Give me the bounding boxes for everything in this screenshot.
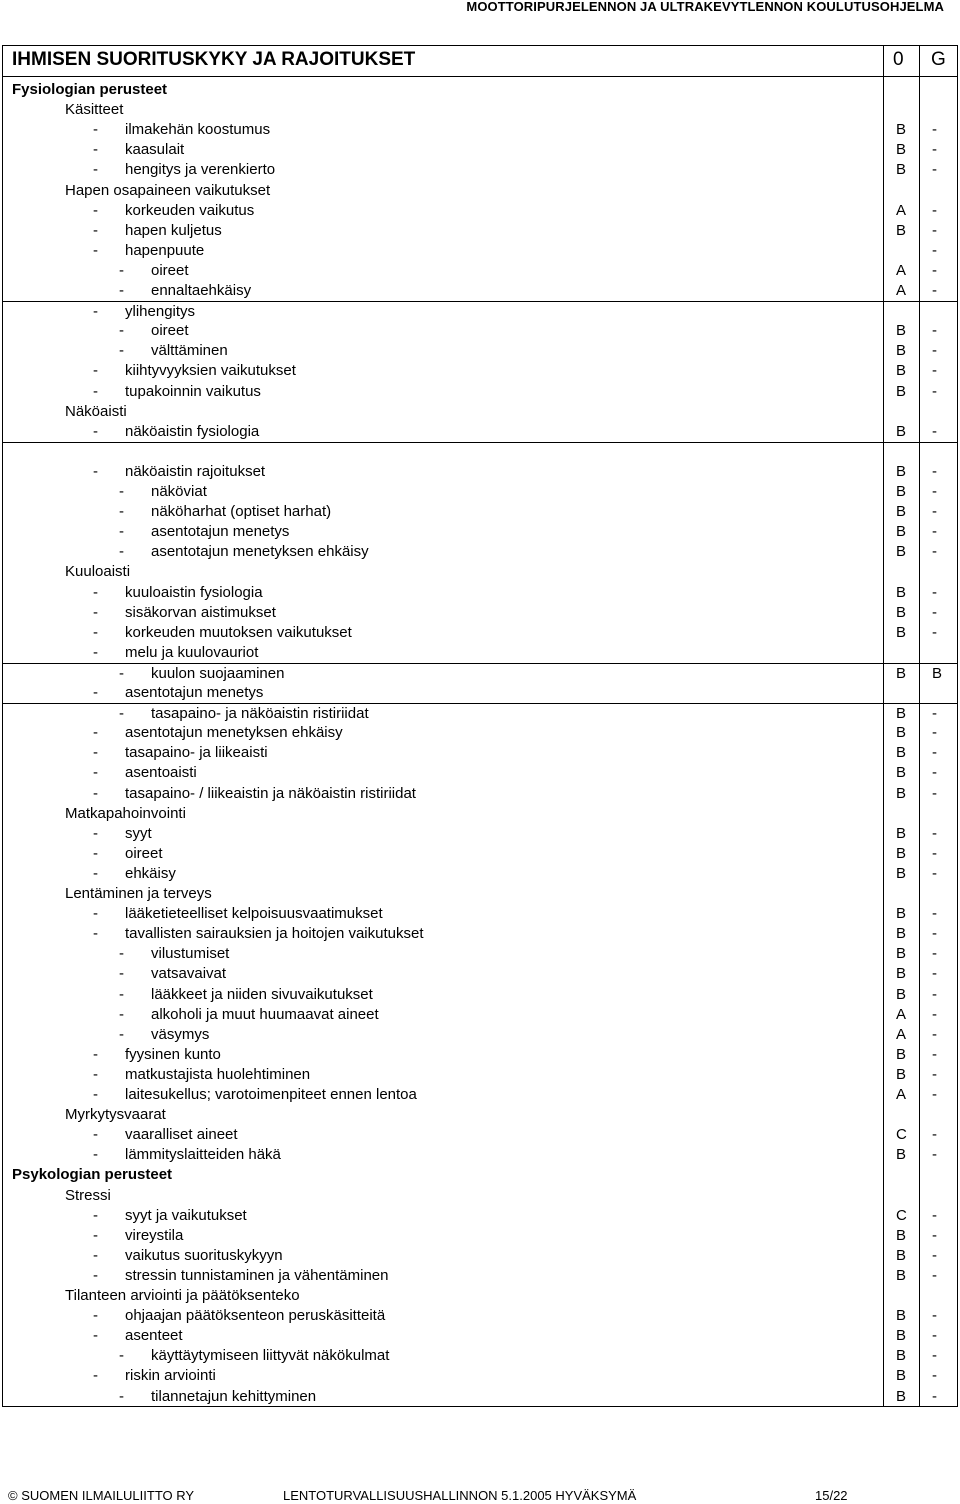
row-label: näköviat [151,483,207,500]
row-label: melu ja kuulovauriot [125,643,259,661]
col2-value: - [932,1126,937,1144]
list-dash: - [93,1045,98,1063]
list-dash: - [93,784,98,802]
list-dash: - [119,1347,124,1365]
col1-value: B [896,664,907,682]
row-label: hapen kuljetus [125,221,222,239]
footer-copyright: © SUOMEN ILMAILULIITTO RY [8,1488,195,1503]
col2-value: - [932,523,937,541]
table-row [3,904,957,924]
col1-value: B [896,342,907,360]
row-label: kiihtyvyyksien vaikutukset [125,362,296,380]
table-row [3,341,957,361]
table-row [3,120,957,140]
list-dash: - [93,864,98,882]
row-label: vaaralliset aineet [125,1126,238,1144]
col1-value: A [896,1025,907,1043]
col2-value: - [932,844,937,862]
row-label: Hapen osapaineen vaikutukset [65,181,271,199]
program-title: MOOTTORIPURJELENNON JA ULTRAKEVYTLENNON KOULUTUSOHJELMA [466,0,944,14]
col2-value: - [932,282,937,299]
row-label: laitesukellus; varotoimenpiteet ennen lentoa [125,1086,417,1103]
list-dash: - [119,945,124,963]
col2-value: - [932,1086,937,1103]
row-label: stressin tunnistaminen ja vähentäminen [125,1266,389,1284]
col2-value: - [932,503,937,521]
table-row [3,1065,957,1085]
table-row [3,964,957,984]
syllabus-table [2,45,958,1407]
col1-value: B [896,925,907,943]
col2-value: - [932,623,937,641]
col1-value: B [896,844,907,862]
col2-value: - [932,864,937,882]
row-label: asenteet [125,1327,183,1345]
col1-value: B [896,1307,907,1325]
row-label: vatsavaivat [151,965,227,983]
table-row [3,1186,957,1206]
table-row [3,1005,957,1025]
list-dash: - [119,282,124,299]
col1-value: B [896,1266,907,1284]
col1-value: B [896,543,907,561]
list-dash: - [93,362,98,380]
list-dash: - [119,1387,124,1405]
list-dash: - [119,322,124,340]
row-label: syyt [125,824,152,842]
table-row [3,784,957,804]
table-row [3,321,957,341]
row-label: hengitys ja verenkierto [125,161,276,179]
table-row [3,502,957,522]
table-row [3,804,957,824]
table-row [3,140,957,160]
list-dash: - [93,684,98,701]
table-row [3,160,957,180]
row-label: Tilanteen arviointi ja päätöksenteko [65,1287,300,1304]
row-label: vaikutus suorituskykyyn [125,1246,283,1264]
row-label: Myrkytysvaarat [65,1106,166,1124]
col2-value: - [932,1266,937,1284]
col2-value: - [932,705,937,723]
table-row [3,844,957,864]
list-dash: - [93,141,98,159]
col1-value: B [896,764,907,782]
table-row [3,261,957,281]
row-label: välttäminen [151,342,228,360]
col1-value: B [896,1347,907,1365]
col2-value: - [932,744,937,762]
col1-value: B [896,945,907,963]
row-label: riskin arviointi [125,1367,216,1385]
table-row [3,763,957,783]
col2-value: - [932,1206,937,1224]
col1-value: B [896,1045,907,1063]
col2-value: - [932,985,937,1003]
list-dash: - [119,965,124,983]
table-row [3,522,957,542]
col2-value: - [932,362,937,380]
row-label: oireet [151,261,189,279]
col2-value: - [932,1347,937,1365]
list-dash: - [93,241,98,259]
col2-value: - [932,1226,937,1244]
table-row [3,1085,957,1105]
row-label: korkeuden vaikutus [125,201,255,219]
table-row [3,382,957,402]
row-label: Psykologian perusteet [12,1166,173,1184]
col1-header: 0 [893,49,904,70]
col2-value: - [932,784,937,802]
list-dash: - [119,523,124,541]
col1-value: B [896,121,907,139]
row-label: matkustajista huolehtiminen [125,1065,311,1083]
table-row [3,924,957,944]
list-dash: - [119,342,124,360]
table-row [3,1286,957,1306]
row-label: Stressi [65,1186,111,1204]
col2-value: - [932,161,937,179]
col2-value: - [932,603,937,621]
row-label: käyttäytymiseen liittyvät näkökulmat [151,1347,390,1365]
col2-value: - [932,322,937,340]
col2-value: - [932,1065,937,1083]
row-label: asentotajun menetyksen ehkäisy [151,543,369,561]
table-row [3,1025,957,1045]
col2-value: - [932,121,937,139]
col2-value: - [932,925,937,943]
table-row [3,1387,957,1407]
col1-value: B [896,705,907,723]
list-dash: - [93,221,98,239]
col2-value: - [932,1387,937,1405]
list-dash: - [119,543,124,561]
row-label: korkeuden muutoksen vaikutukset [125,623,352,641]
row-label: Näköaisti [65,402,127,420]
row-label: kuuloaistin fysiologia [125,583,263,601]
row-label: ilmakehän koostumus [125,121,271,139]
list-dash: - [93,905,98,923]
col1-value: C [896,1206,907,1224]
col2-value: - [932,724,937,742]
list-dash: - [93,462,98,480]
row-label: fyysinen kunto [125,1045,221,1063]
row-label: vireystila [125,1226,184,1244]
col1-value: C [896,1126,907,1144]
table-row [3,1105,957,1125]
table-row [3,1165,957,1185]
list-dash: - [93,1206,98,1224]
row-label: kuulon suojaaminen [151,664,285,682]
list-dash: - [93,1266,98,1284]
row-label: Kuuloaisti [65,563,131,581]
row-label: tasapaino- ja liikeaisti [125,744,268,762]
list-dash: - [119,261,124,279]
table-row [3,1145,957,1165]
col1-value: B [896,362,907,380]
row-label: näköharhat (optiset harhat) [151,503,332,521]
table-title-row [3,46,957,77]
col2-value: - [932,1025,937,1043]
row-label: oireet [125,844,163,862]
col1-value: B [896,523,907,541]
col1-value: B [896,583,907,601]
list-dash: - [93,603,98,621]
table-row [3,402,957,422]
row-label: näköaistin fysiologia [125,422,260,440]
col2-value: - [932,1246,937,1264]
row-label: lääketieteelliset kelpoisuusvaatimukset [125,905,383,923]
col2-value: - [932,483,937,500]
table-row [3,181,957,201]
col1-value: B [896,784,907,802]
row-label: asentotajun menetyksen ehkäisy [125,724,343,742]
col2-value: - [932,221,937,239]
col1-value: B [896,1367,907,1385]
row-label: sisäkorvan aistimukset [125,603,276,621]
table-row [3,422,957,442]
row-label: asentotajun menetys [125,684,264,701]
table-row [3,1306,957,1326]
table-row [3,542,957,562]
row-label: tupakoinnin vaikutus [125,382,261,400]
list-dash: - [93,1327,98,1345]
list-dash: - [93,303,98,321]
table-row [3,80,957,100]
row-label: tasapaino- / liikeaistin ja näköaistin ristiriidat [125,784,416,802]
list-dash: - [119,503,124,521]
row-label: tilannetajun kehittyminen [151,1387,317,1405]
row-label: lämmityslaitteiden häkä [125,1146,281,1164]
list-dash: - [93,1146,98,1164]
list-dash: - [93,764,98,782]
row-label: Matkapahoinvointi [65,804,186,822]
table-row [3,1206,957,1226]
row-label: ohjaajan päätöksenteon peruskäsitteitä [125,1307,386,1325]
row-label: syyt ja vaikutukset [125,1206,247,1224]
list-dash: - [93,824,98,842]
col1-value: B [896,422,907,440]
table-row [3,723,957,743]
list-dash: - [93,1086,98,1103]
table-row [3,361,957,381]
table-row [3,221,957,241]
table-row [3,100,957,120]
list-dash: - [93,623,98,641]
col2-value: - [932,261,937,279]
col2-header: G [931,49,946,70]
table-row [3,583,957,603]
row-label: alkoholi ja muut huumaavat aineet [151,1005,379,1023]
table-row [3,1246,957,1266]
row-label: asentotajun menetys [151,523,290,541]
table-row [3,1346,957,1366]
table-row [3,603,957,623]
row-label: väsymys [151,1025,210,1043]
list-dash: - [119,483,124,500]
col2-value: - [932,543,937,561]
row-label: ehkäisy [125,864,176,882]
list-dash: - [93,844,98,862]
row-label: kaasulait [125,141,185,159]
table-row [3,824,957,844]
table-row [3,1366,957,1386]
list-dash: - [93,201,98,219]
list-dash: - [93,1126,98,1144]
col1-value: A [896,282,907,299]
table-row [3,884,957,904]
list-dash: - [93,1367,98,1385]
table-row [3,643,957,663]
col2-value: - [932,462,937,480]
col2-value: - [932,241,937,259]
page-footer [0,1484,960,1504]
table-row [3,482,957,502]
col2-value: - [932,824,937,842]
list-dash: - [93,583,98,601]
table-row [3,241,957,261]
col1-value: A [896,201,907,219]
table-row [3,281,957,301]
row-label: tavallisten sairauksien ja hoitojen vaikutukset [125,925,424,943]
table-row [3,944,957,964]
row-label: oireet [151,322,189,340]
col2-value: - [932,1307,937,1325]
row-label: näköaistin rajoitukset [125,462,266,480]
list-dash: - [93,925,98,943]
col2-value: - [932,1367,937,1385]
table-row [3,1125,957,1145]
col1-value: B [896,141,907,159]
col2-value: - [932,201,937,219]
table-row [3,442,957,463]
col1-value: B [896,603,907,621]
col1-value: B [896,965,907,983]
list-dash: - [93,121,98,139]
col1-value: B [896,1327,907,1345]
col1-value: B [896,483,907,500]
col1-value: B [896,1146,907,1164]
table-row [3,683,957,703]
col2-value: - [932,905,937,923]
table-row [3,703,957,724]
col2-value: - [932,1327,937,1345]
list-dash: - [93,744,98,762]
table-row [3,623,957,643]
table-row [3,462,957,482]
table-row [3,985,957,1005]
list-dash: - [119,1005,124,1023]
row-label: lääkkeet ja niiden sivuvaikutukset [151,985,373,1003]
list-dash: - [93,1246,98,1264]
table-row [3,301,957,322]
row-label: hapenpuute [125,241,205,259]
list-dash: - [93,382,98,400]
row-label: ylihengitys [125,303,196,321]
table-row [3,1266,957,1286]
col1-value: B [896,1226,907,1244]
col2-value: - [932,764,937,782]
col1-value: B [896,724,907,742]
row-label: Lentäminen ja terveys [65,885,212,902]
list-dash: - [93,1307,98,1325]
table-row [3,864,957,884]
table-title: IHMISEN SUORITUSKYKY JA RAJOITUKSET [12,49,416,70]
col1-value: B [896,985,907,1003]
list-dash: - [93,1065,98,1083]
list-dash: - [93,724,98,742]
table-row [3,1326,957,1346]
col1-value: B [896,382,907,400]
table-row [3,1226,957,1246]
col1-value: B [896,864,907,882]
col2-value: B [932,664,943,682]
col1-value: B [896,503,907,521]
col1-value: B [896,1065,907,1083]
row-label: ennaltaehkäisy [151,282,252,299]
col1-value: B [896,221,907,239]
col2-value: - [932,1146,937,1164]
col1-value: B [896,824,907,842]
footer-page-number: 15/22 [815,1488,848,1503]
list-dash: - [119,664,124,682]
list-dash: - [93,161,98,179]
table-row [3,743,957,763]
row-label: Käsitteet [65,101,124,119]
table-row [3,201,957,221]
list-dash: - [93,1226,98,1244]
list-dash: - [119,1025,124,1043]
row-label: vilustumiset [151,945,230,963]
col1-value: A [896,1086,907,1103]
col2-value: - [932,141,937,159]
list-dash: - [93,643,98,661]
col2-value: - [932,965,937,983]
col2-value: - [932,945,937,963]
col2-value: - [932,422,937,440]
col1-value: B [896,905,907,923]
col1-value: B [896,1246,907,1264]
col1-value: B [896,462,907,480]
col2-value: - [932,1045,937,1063]
table-row [3,1045,957,1065]
col2-value: - [932,583,937,601]
footer-approval: LENTOTURVALLISUUSHALLINNON 5.1.2005 HYVÄKSYMÄ [283,1488,637,1503]
col1-value: B [896,1387,907,1405]
col1-value: B [896,744,907,762]
row-label: asentoaisti [125,764,197,782]
col2-value: - [932,1005,937,1023]
col1-value: B [896,161,907,179]
row-label: Fysiologian perusteet [12,81,168,98]
col1-value: A [896,1005,907,1023]
table-row [3,663,957,684]
row-label: tasapaino- ja näköaistin ristiriidat [151,705,369,723]
col2-value: - [932,382,937,400]
col2-value: - [932,342,937,360]
list-dash: - [93,422,98,440]
list-dash: - [119,985,124,1003]
table-row [3,562,957,582]
col1-value: B [896,623,907,641]
col1-value: B [896,322,907,340]
col1-value: A [896,261,907,279]
list-dash: - [119,705,124,723]
